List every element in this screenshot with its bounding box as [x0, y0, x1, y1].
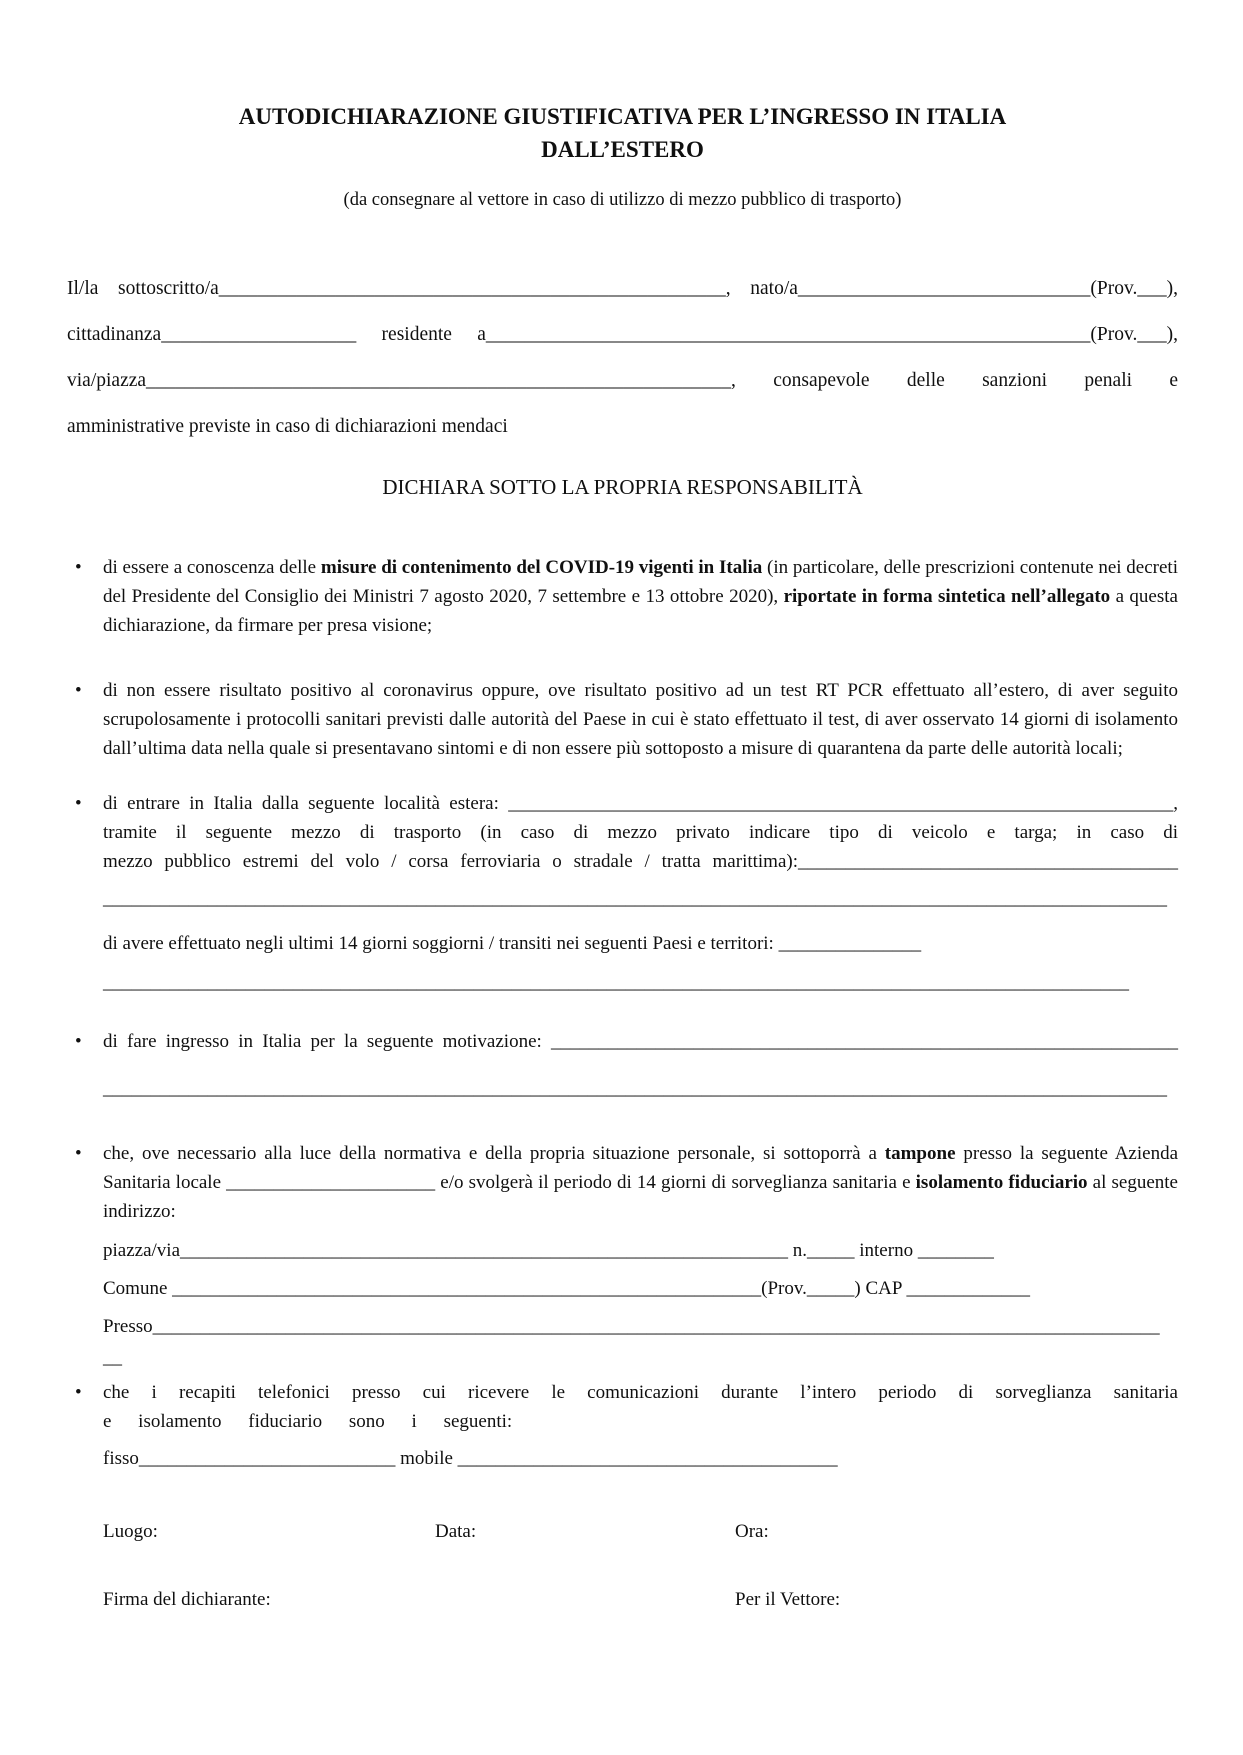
- bullet-contacts-text: [103, 1378, 1178, 1473]
- field-transport-blank-line: ________________________________________________________________________________________________________________: [103, 888, 1167, 909]
- bullet-covid-measures-text: di essere a conoscenza delle misure di contenimento del COVID-19 vigenti in Italia (in particolare, delle prescrizioni contenute nei decreti del Presidente del Consiglio dei Ministri 7 agosto 2020, 7 settembre e 13 ottobre 2020), riportate in forma sintetica nell’allegato a questa dichiarazione, da firmare per presa visione;: [103, 557, 1178, 636]
- bullet-contacts: [67, 1378, 1178, 1473]
- field-presso-overflow-line: __: [103, 1347, 122, 1368]
- field-motivazione-line: di fare ingresso in Italia per la seguente motivazione: __________________________________________________________________: [103, 1031, 1178, 1052]
- bullet-negative-test: [67, 676, 1178, 763]
- per-il-vettore-label: Per il Vettore:: [735, 1589, 841, 1610]
- document-subtitle: (da consegnare al vettore in caso di utilizzo di mezzo pubblico di trasporto): [343, 190, 902, 210]
- ora-label: Ora:: [735, 1521, 769, 1542]
- data-label: Data:: [435, 1521, 477, 1542]
- bullet-motivation-text: [103, 1027, 1178, 1103]
- field-fisso-mobile-line: fisso___________________________ mobile ________________________________________: [103, 1448, 838, 1469]
- contacts-line1: che i recapiti telefonici presso cui ricevere le comunicazioni durante l’intero periodo di sorveglianza sanitaria: [103, 1382, 1178, 1403]
- bullet-entry-origin: [67, 789, 1178, 997]
- intro-closing-line: amministrative previste in caso di dichiarazioni mendaci: [67, 416, 508, 437]
- bullet-negative-test-text: di non essere risultato positivo al coronavirus oppure, ove risultato positivo ad un test RT PCR effettuato all’estero, di aver seguito scrupolosamente i protocolli sanitari previsti dalle autorità del Paese in cui è stato effettuato il test, di aver osservato 14 giorni di isolamento dall’ultima data nella quale si presentavano sintomi e di non essere più sottoposto a misure di quarantena da parte delle autorità locali;: [103, 680, 1178, 759]
- field-paesi-territori-line: di avere effettuato negli ultimi 14 giorni soggiorni / transiti nei seguenti Paesi e territori: _______________: [103, 933, 922, 954]
- bullet-marker: •: [75, 1031, 82, 1052]
- bullet-marker: •: [75, 1382, 82, 1403]
- field-via-piazza-line: via/piazza____________________________________________________________, consapevole delle sanzioni penali e: [67, 370, 1178, 391]
- field-sottoscritto-nato-line: Il/la sottoscritto/a____________________________________________________, nato/a______________________________(Prov.___),: [67, 278, 1178, 299]
- place-date-time-row: [103, 1521, 1178, 1543]
- field-paesi-territori-blank-line: ____________________________________________________________________________________________________________: [103, 972, 1129, 993]
- entry-transport-line: tramite il seguente mezzo di trasporto (in caso di mezzo privato indicare tipo di veicolo e targa; in caso di: [103, 822, 1178, 843]
- contacts-line2: e isolamento fiduciario sono i seguenti:: [103, 1411, 513, 1432]
- field-presso-line: Presso__________________________________________________________________________________________________________: [103, 1316, 1160, 1337]
- bullet-marker: •: [75, 557, 82, 578]
- field-cittadinanza-residente-line: cittadinanza____________________ residente a______________________________________________________________(Prov.___),: [67, 324, 1178, 345]
- bullet-quarantine: [67, 1139, 1178, 1372]
- field-localita-estera-line: di entrare in Italia dalla seguente località estera: ______________________________________________________________________,: [103, 793, 1178, 814]
- field-piazza-via-line: piazza/via________________________________________________________________ n._____ interno ________: [103, 1240, 994, 1261]
- field-mezzo-pubblico-line: mezzo pubblico estremi del volo / corsa ferroviaria o stradale / tratta marittima):________________________________________: [103, 851, 1178, 872]
- bullet-marker: •: [75, 793, 82, 814]
- document-title: [67, 100, 1178, 166]
- luogo-label: Luogo:: [103, 1521, 158, 1542]
- field-motivazione-blank-line: ________________________________________________________________________________________________________________: [103, 1078, 1167, 1099]
- bullet-entry-origin-text: [103, 789, 1178, 997]
- bullet-quarantine-text: [103, 1139, 1178, 1372]
- intro-paragraph: [67, 266, 1178, 450]
- bullet-marker: •: [75, 1143, 82, 1164]
- bullet-covid-measures: [67, 553, 1178, 640]
- quarantine-paragraph: che, ove necessario alla luce della normativa e della propria situazione personale, si sottoporrà a tampone presso la seguente Azienda Sanitaria locale ______________________ e/o svolgerà il periodo di 14 giorni di sorveglianza sanitaria e isolamento fiduciario al seguente indirizzo:: [103, 1143, 1178, 1222]
- firma-dichiarante-label: Firma del dichiarante:: [103, 1589, 271, 1610]
- document-title-line1: AUTODICHIARAZIONE GIUSTIFICATIVA PER L’INGRESSO IN ITALIA: [238, 104, 1007, 129]
- bullet-marker: •: [75, 680, 82, 701]
- document-title-line2: DALL’ESTERO: [541, 137, 704, 162]
- signature-row: [103, 1589, 1178, 1611]
- field-comune-cap-line: Comune ______________________________________________________________(Prov._____) CAP _____________: [103, 1278, 1030, 1299]
- bullet-motivation: [67, 1027, 1178, 1103]
- declaration-heading: DICHIARA SOTTO LA PROPRIA RESPONSABILITÀ: [382, 475, 863, 499]
